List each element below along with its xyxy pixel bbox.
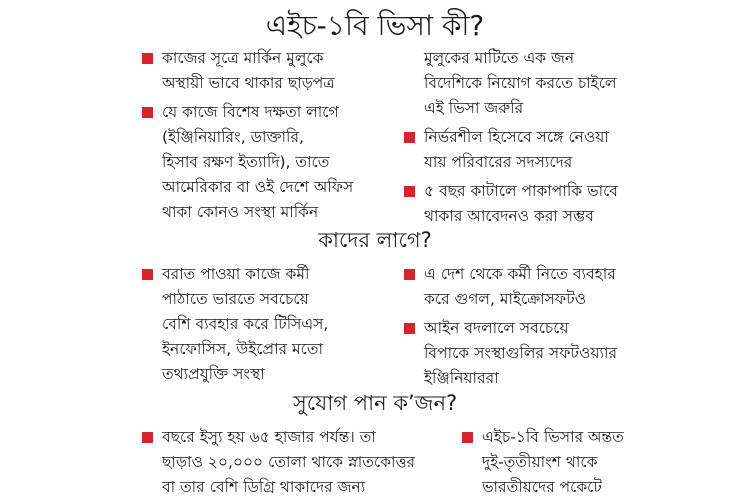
text-line: করে গুগল, মাইক্রোসফটও bbox=[424, 290, 587, 308]
bullet-item bbox=[462, 425, 712, 500]
bullet-item bbox=[142, 100, 402, 225]
bullet-item bbox=[404, 262, 704, 312]
bullet-item bbox=[142, 262, 402, 387]
section-heading: সুযোগ পান ক’জন? bbox=[292, 391, 458, 415]
text-line: বেশি ব্যবহার করে টিসিএস, bbox=[162, 315, 329, 333]
text-line: ছাড়াও ২০,০০০ তোলা থাকে স্নাতকোত্তর bbox=[162, 453, 416, 471]
section-3-left-column bbox=[142, 425, 462, 504]
continued-item bbox=[404, 46, 704, 121]
text-line: তথ্যপ্রযুক্তি সংস্থা bbox=[162, 365, 265, 383]
text-line: যে কাজে বিশেষ দক্ষতা লাগে bbox=[162, 103, 339, 121]
red-square-bullet-icon bbox=[142, 269, 153, 280]
text-line: ইনফোসিস, উইপ্রোর মতো bbox=[162, 340, 323, 358]
text-line: ইঞ্জিনিয়াররা bbox=[424, 369, 499, 387]
section-1-right-column bbox=[404, 46, 704, 233]
text-line: পাঠাতে ভারতে সবচেয়ে bbox=[162, 290, 309, 308]
text-line: বছরে ইস্যু হয় ৬৫ হাজার পর্যন্ত। তা bbox=[162, 428, 376, 446]
red-square-bullet-icon bbox=[404, 132, 415, 143]
text-line: এই ভিসা জরুরি bbox=[424, 99, 524, 117]
red-square-bullet-icon bbox=[404, 269, 415, 280]
text-line: (ইঞ্জিনিয়ারিং, ডাক্তারি, bbox=[162, 128, 304, 146]
text-line: এইচ-১বি ভিসার অন্তত bbox=[482, 428, 624, 446]
bullet-item bbox=[142, 425, 462, 500]
text-line: মুলুকের মাটিতে এক জন bbox=[424, 49, 575, 67]
text-line: অস্থায়ী ভাবে থাকার ছাড়পত্র bbox=[162, 74, 335, 92]
main-title: এইচ-১বি ভিসা কী? bbox=[265, 9, 485, 42]
section-heading: কাদের লাগে? bbox=[318, 228, 432, 252]
text-line: হিসাব রক্ষণ ইত্যাদি), তাতে bbox=[162, 153, 330, 171]
text-line: যায় পরিবারের সদস্যদের bbox=[424, 153, 573, 171]
red-square-bullet-icon bbox=[404, 186, 415, 197]
text-line: থাকার আবেদনও করা সম্ভব bbox=[424, 207, 594, 225]
text-line: বিদেশিকে নিয়োগ করতে চাইলে bbox=[424, 74, 617, 92]
section-2-left-column bbox=[142, 262, 402, 391]
text-line: বিপাকে সংস্থাগুলির সফটওয়্যার bbox=[424, 344, 617, 362]
text-line: ভারতীয়দের পকেটে bbox=[482, 478, 602, 496]
text-line: আইন বদলালে সবচেয়ে bbox=[424, 319, 569, 337]
red-square-bullet-icon bbox=[142, 432, 153, 443]
bullet-item bbox=[142, 46, 402, 96]
text-line: থাকা কোনও সংস্থা মার্কিন bbox=[162, 203, 319, 221]
red-square-bullet-icon bbox=[142, 107, 153, 118]
section-3-right-column bbox=[462, 425, 712, 504]
text-line: বা তার বেশি ডিগ্রি থাকাদের জন্য bbox=[162, 478, 366, 496]
section-2-right-column bbox=[404, 262, 704, 395]
text-line: আমেরিকার বা ওই দেশে অফিস bbox=[162, 178, 354, 196]
text-line: এ দেশ থেকে কর্মী নিতে ব্যবহার bbox=[424, 265, 616, 283]
text-line: বরাত পাওয়া কাজে কর্মী bbox=[162, 265, 310, 283]
text-line: ৫ বছর কাটালে পাকাপাকি ভাবে bbox=[424, 182, 618, 200]
bullet-item bbox=[404, 179, 704, 229]
bullet-item bbox=[404, 125, 704, 175]
text-line: নির্ভরশীল হিসেবে সঙ্গে নেওয়া bbox=[424, 128, 609, 146]
red-square-bullet-icon bbox=[142, 53, 153, 64]
red-square-bullet-icon bbox=[404, 323, 415, 334]
bullet-item bbox=[404, 316, 704, 391]
section-1-left-column bbox=[142, 46, 402, 229]
text-line: কাজের সূত্রে মার্কিন মুলুকে bbox=[162, 49, 324, 67]
text-line: দুই-তৃতীয়াংশ থাকে bbox=[482, 453, 598, 471]
red-square-bullet-icon bbox=[462, 432, 473, 443]
